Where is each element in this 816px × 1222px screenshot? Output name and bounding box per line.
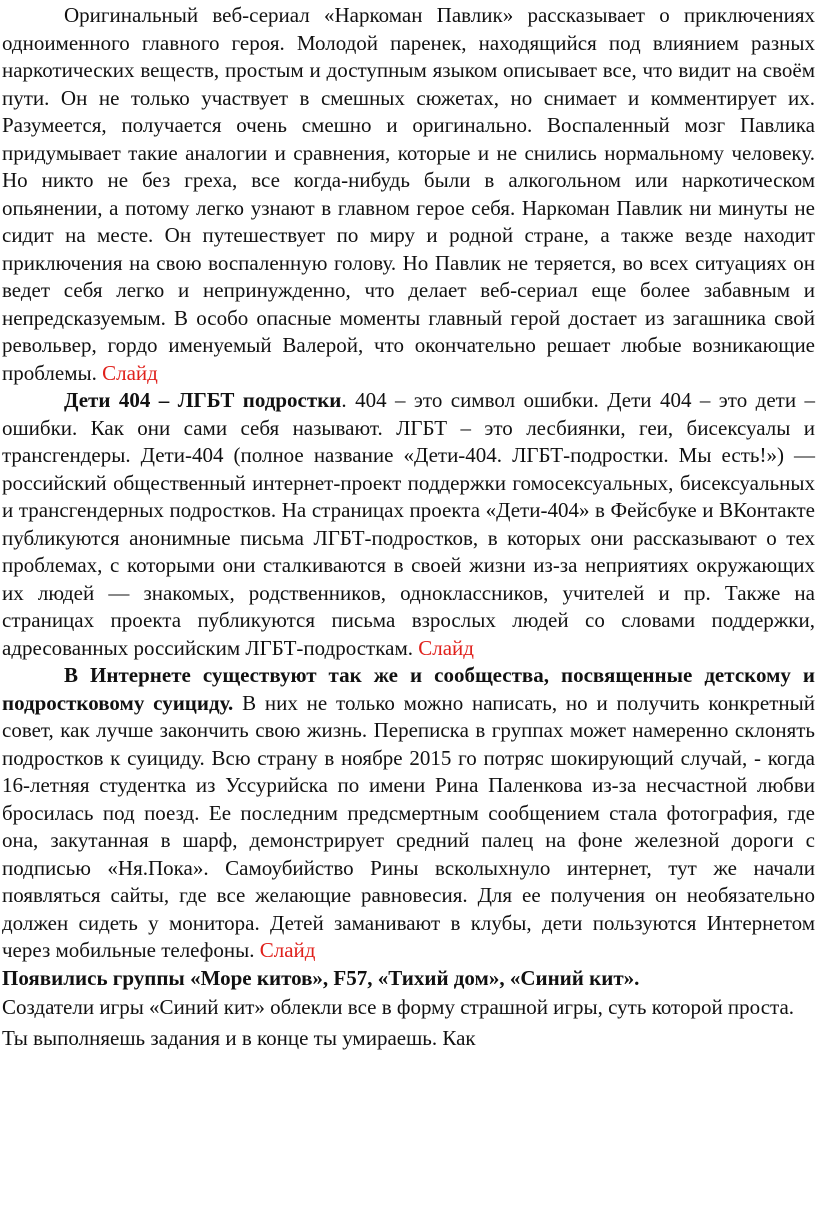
paragraph-blue-whale: Создатели игры «Синий кит» облекли все в форму страшной игры, суть которой проста. Ты выполняешь задания и в конце ты умираешь. Как <box>2 995 795 1050</box>
paragraph-text: Оригинальный веб-сериал «Наркоман Павлик» рассказывает о приключениях одноименного главного героя. Молодой паренек, находящийся под влиянием разных наркотических веществ, простым и доступным языком описывает все, что видит на своём пути. Он не только участвует в смешных сюжетах, но снимает и комментирует их. Разумеется, получается очень смешно и оригинально. Воспаленный мозг Павлика придумывает такие аналогии и сравнения, которые и не снились нормальному человеку. Но никто не без греха, все когда-нибудь были в алкогольном или наркотическом опьянении, а потому легко узнают в главном герое себя. Наркоман Павлик ни минуты не сидит на месте. Он путешествует по миру и родной стране, а также везде находит приключения на свою воспаленную голову. Но Павлик не теряется, во всех ситуациях он ведет себя легко и непринужденно, что делает веб-сериал еще более забавным и непредсказуемым. В особо опасные моменты главный герой достает из загашника свой револьвер, гордо именуемый Валерой, что окончательно решает любые возникающие проблемы. <box>2 3 815 385</box>
paragraph-heading: В Интернете существуют так же и сообщества, посвященные детскому и подростковому суициду. <box>2 663 815 715</box>
slide-link[interactable]: Слайд <box>102 360 158 385</box>
slide-link[interactable]: Слайд <box>418 635 474 660</box>
paragraph-groups-heading: Появились группы «Море китов», F57, «Тихий дом», «Синий кит». <box>2 965 640 990</box>
slide-link[interactable]: Слайд <box>259 938 316 962</box>
paragraph-text: . 404 – это символ ошибки. Дети 404 – это дети – ошибки. Как они сами себя называют. ЛГБТ – это лесбиянки, геи, бисексуалы и трансгендеры. Дети-404 (полное название «Дети-404. ЛГБТ-подростки. Мы есть!») — российский общественный интернет-проект поддержки гомосексуальных, бисексуальных и трансгендерных подростков. На страницах проекта «Дети-404» в Фейсбуке и ВКонтакте публикуются анонимные письма ЛГБТ-подростков, в которых они рассказывают о тех проблемах, с которыми они сталкиваются в своей жизни из-за неприятиях окружающих их людей — знакомых, родственников, одноклассников, учителей и пр. Также на страницах проекта публикуются письма взрослых людей со словами поддержки, адресованных российским ЛГБТ-подросткам. <box>2 388 815 660</box>
paragraph-text: В них не только можно написать, но и получить конкретный совет, как лучше закончить свою жизнь. Переписка в группах может намеренно склонять подростков к суициду. Всю страну в ноябре 2015 го потряс шокирующий случай, - когда 16-летняя студентка из Уссурийска по имени Рина Паленкова из-за несчастной любви бросилась под поезд. Ее последним предсмертным сообщением стала фотография, где она, закутанная в шарф, демонстрирует средний палец на фоне железной дороги с подписью «Ня.Пока». Самоубийство Рины всколыхнуло интернет, тут же начали появляться сайты, где все желающие равновесия. Для ее получения он необязательно должен сидеть у монитора. Детей заманивают в клубы, дети пользуются Интернетом через мобильные телефоны. <box>2 690 815 962</box>
paragraph-heading: Дети 404 – ЛГБТ подростки <box>64 388 342 412</box>
paragraph-deti-404 <box>2 387 815 662</box>
paragraph-suicide-communities <box>2 662 815 965</box>
paragraph-pavlik <box>2 2 815 387</box>
